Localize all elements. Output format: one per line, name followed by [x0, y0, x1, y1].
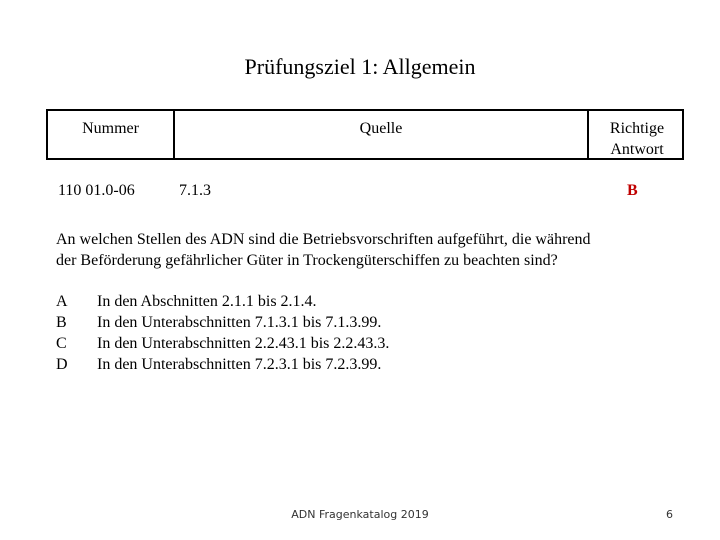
header-nummer: Nummer — [82, 120, 139, 137]
option-letter: D — [56, 356, 68, 373]
option-letter: A — [56, 293, 68, 310]
column-divider — [587, 111, 589, 158]
header-antwort-line2: Antwort — [610, 141, 664, 158]
option-b — [56, 312, 389, 333]
question-header-table — [46, 109, 684, 160]
header-antwort-line1: Richtige — [609, 120, 665, 137]
option-letter: C — [56, 335, 67, 352]
option-letter: B — [56, 314, 67, 331]
header-richtige-antwort — [590, 118, 684, 160]
option-d — [56, 354, 389, 375]
question-line-1: An welchen Stellen des ADN sind die Betriebsvorschriften aufgeführt, die während — [56, 231, 591, 248]
correct-answer: B — [627, 182, 638, 199]
question-number: 110 01.0-06 — [58, 182, 135, 199]
option-text: In den Abschnitten 2.1.1 bis 2.1.4. — [97, 293, 317, 310]
option-c — [56, 333, 389, 354]
option-text: In den Unterabschnitten 2.2.43.1 bis 2.2.43.3. — [97, 335, 390, 352]
option-text: In den Unterabschnitten 7.2.3.1 bis 7.2.3.99. — [97, 356, 382, 373]
option-text: In den Unterabschnitten 7.1.3.1 bis 7.1.3.99. — [97, 314, 382, 331]
footer-catalog-label: ADN Fragenkatalog 2019 — [291, 508, 429, 521]
answer-options — [56, 291, 389, 375]
header-quelle: Quelle — [359, 120, 403, 137]
question-line-2: der Beförderung gefährlicher Güter in Trockengüterschiffen zu beachten sind? — [56, 252, 558, 269]
question-source: 7.1.3 — [179, 182, 211, 199]
question-text — [56, 229, 676, 271]
slide-title: Prüfungsziel 1: Allgemein — [244, 54, 476, 79]
option-a — [56, 291, 389, 312]
page-number: 6 — [666, 508, 673, 521]
